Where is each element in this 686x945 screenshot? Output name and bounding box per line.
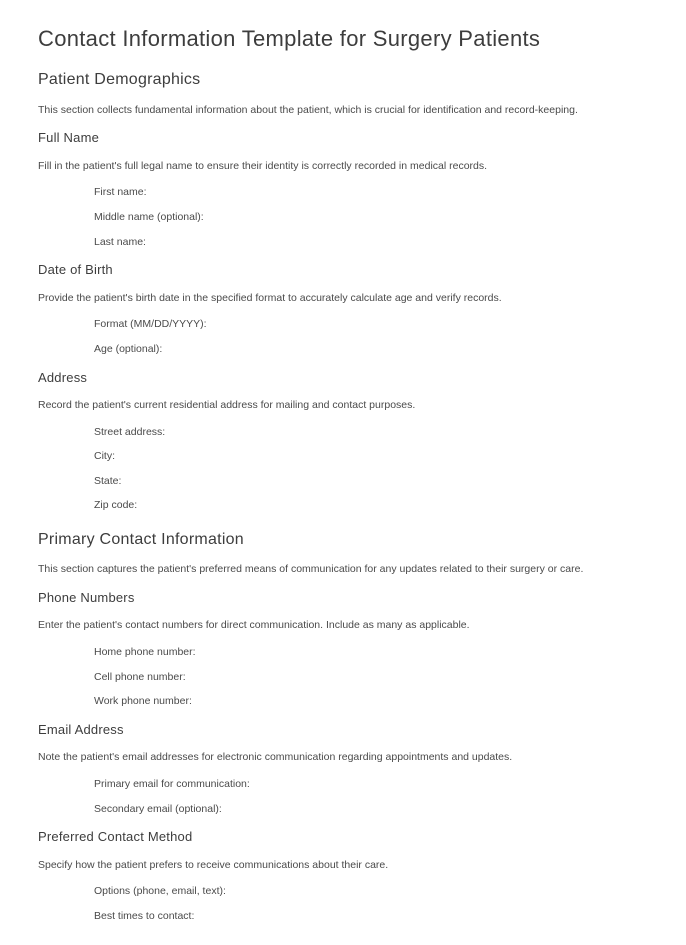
field-label-work-phone: Work phone number: — [94, 695, 192, 708]
field-label-primary-email: Primary email for communication: — [94, 778, 250, 791]
subsection-heading-phone-numbers: Phone Numbers — [38, 589, 135, 605]
field-label-secondary-email: Secondary email (optional): — [94, 802, 222, 815]
subsection-heading-full-name: Full Name — [38, 130, 100, 146]
subsection-intro: Record the patient's current residential address for mailing and contact purposes. — [38, 399, 416, 412]
subsection-heading-email-address: Email Address — [38, 721, 124, 737]
field-label-dob-format: Format (MM/DD/YYYY): — [94, 318, 207, 331]
subsection-intro: Specify how the patient prefers to receive communications about their care. — [38, 858, 389, 871]
subsection-intro: Fill in the patient's full legal name to ensure their identity is correctly recorded in medical records. — [38, 159, 488, 172]
field-label-city: City: — [94, 450, 115, 463]
subsection-heading-preferred-contact-method: Preferred Contact Method — [38, 829, 193, 845]
subsection-intro: Note the patient's email addresses for electronic communication regarding appointments and updates. — [38, 751, 513, 764]
field-label-street-address: Street address: — [94, 425, 166, 438]
subsection-intro: Provide the patient's birth date in the specified format to accurately calculate age and verify records. — [38, 291, 502, 304]
field-label-zip-code: Zip code: — [94, 499, 138, 512]
field-label-state: State: — [94, 474, 122, 487]
field-label-age: Age (optional): — [94, 342, 163, 355]
section-intro: This section captures the patient's preferred means of communication for any updates related to their surgery or care. — [38, 563, 584, 576]
field-label-cell-phone: Cell phone number: — [94, 670, 186, 683]
field-label-home-phone: Home phone number: — [94, 646, 196, 659]
subsection-heading-date-of-birth: Date of Birth — [38, 262, 113, 278]
section-intro: This section collects fundamental information about the patient, which is crucial for identification and record-keeping. — [38, 103, 578, 116]
section-heading-primary-contact-information: Primary Contact Information — [38, 531, 244, 549]
subsection-heading-address: Address — [38, 369, 88, 385]
field-label-middle-name: Middle name (optional): — [94, 210, 204, 223]
document-title: Contact Information Template for Surgery Patients — [38, 26, 541, 51]
section-heading-patient-demographics: Patient Demographics — [38, 71, 201, 89]
field-label-last-name: Last name: — [94, 235, 146, 248]
field-label-best-times: Best times to contact: — [94, 909, 195, 922]
field-label-contact-options: Options (phone, email, text): — [94, 885, 226, 898]
field-label-first-name: First name: — [94, 186, 147, 199]
subsection-intro: Enter the patient's contact numbers for direct communication. Include as many as applicable. — [38, 619, 470, 632]
